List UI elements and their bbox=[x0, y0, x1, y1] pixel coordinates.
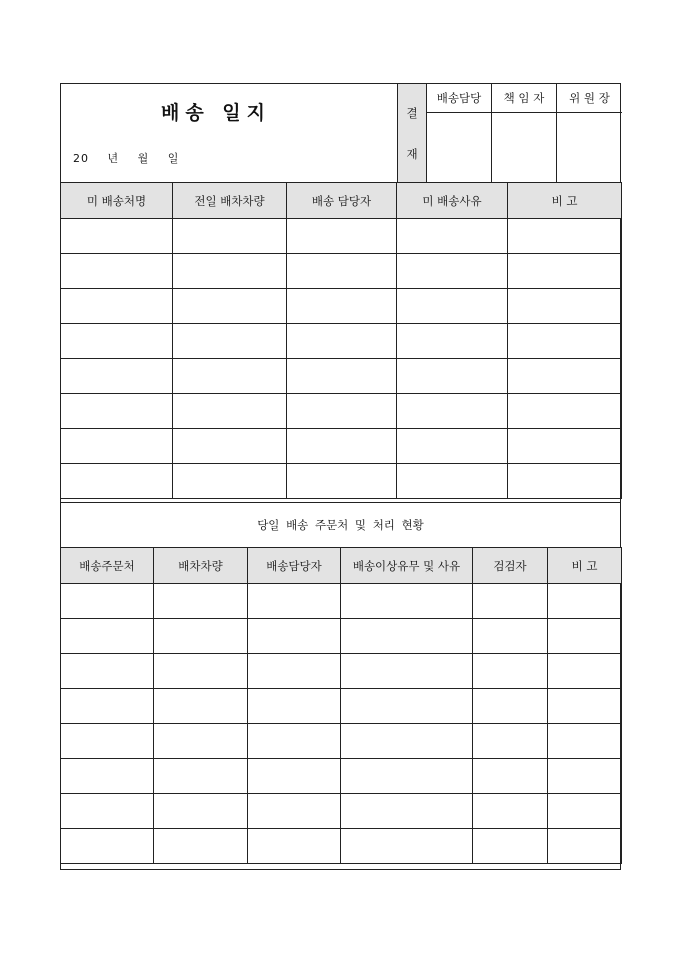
delivery-log-form bbox=[60, 83, 621, 870]
entry-cell[interactable] bbox=[473, 794, 548, 829]
entry-cell[interactable] bbox=[473, 689, 548, 724]
entry-cell[interactable] bbox=[154, 654, 248, 689]
entry-cell[interactable] bbox=[287, 464, 397, 499]
entry-cell[interactable] bbox=[61, 464, 173, 499]
table-row bbox=[61, 394, 622, 429]
entry-cell[interactable] bbox=[473, 759, 548, 794]
entry-cell[interactable] bbox=[248, 794, 341, 829]
entry-cell[interactable] bbox=[61, 584, 154, 619]
entry-cell[interactable] bbox=[341, 759, 473, 794]
daily-section-title: 당일 배송 주문처 및 처리 현황 bbox=[60, 502, 621, 548]
approval-label-bottom: 재 bbox=[406, 146, 418, 161]
column-header: 비 고 bbox=[508, 183, 622, 219]
entry-cell[interactable] bbox=[508, 324, 622, 359]
entry-cell[interactable] bbox=[248, 759, 341, 794]
entry-cell[interactable] bbox=[341, 689, 473, 724]
entry-cell[interactable] bbox=[248, 829, 341, 864]
date-line: 20 년 월 일 bbox=[73, 152, 180, 165]
column-header: 전일 배차차량 bbox=[173, 183, 287, 219]
entry-cell[interactable] bbox=[548, 689, 622, 724]
entry-cell[interactable] bbox=[154, 794, 248, 829]
entry-cell[interactable] bbox=[473, 724, 548, 759]
table-row bbox=[61, 219, 622, 254]
entry-cell[interactable] bbox=[154, 759, 248, 794]
entry-cell[interactable] bbox=[548, 794, 622, 829]
entry-cell[interactable] bbox=[397, 464, 508, 499]
approval-label-top: 결 bbox=[406, 105, 418, 120]
entry-cell[interactable] bbox=[61, 794, 154, 829]
entry-cell[interactable] bbox=[548, 724, 622, 759]
entry-cell[interactable] bbox=[173, 254, 287, 289]
column-header: 검검자 bbox=[473, 548, 548, 584]
entry-cell[interactable] bbox=[248, 584, 341, 619]
entry-cell[interactable] bbox=[287, 394, 397, 429]
entry-cell[interactable] bbox=[397, 324, 508, 359]
entry-cell[interactable] bbox=[61, 219, 173, 254]
table-row bbox=[61, 689, 622, 724]
undelivered-table bbox=[60, 182, 622, 499]
entry-cell[interactable] bbox=[473, 619, 548, 654]
column-header: 배송주문처 bbox=[61, 548, 154, 584]
entry-cell[interactable] bbox=[61, 359, 173, 394]
entry-cell[interactable] bbox=[397, 359, 508, 394]
entry-cell[interactable] bbox=[473, 584, 548, 619]
entry-cell[interactable] bbox=[154, 584, 248, 619]
entry-cell[interactable] bbox=[61, 289, 173, 324]
entry-cell[interactable] bbox=[341, 794, 473, 829]
entry-cell[interactable] bbox=[287, 289, 397, 324]
table-row bbox=[61, 654, 622, 689]
table-row bbox=[61, 794, 622, 829]
entry-cell[interactable] bbox=[287, 359, 397, 394]
entry-cell[interactable] bbox=[287, 324, 397, 359]
role-committee-chair: 위 원 장 bbox=[557, 84, 622, 113]
table-row bbox=[61, 759, 622, 794]
entry-cell[interactable] bbox=[397, 429, 508, 464]
entry-cell[interactable] bbox=[397, 254, 508, 289]
signature-box-2[interactable] bbox=[492, 113, 557, 183]
column-header: 배송담당자 bbox=[248, 548, 341, 584]
column-header: 배송 담당자 bbox=[287, 183, 397, 219]
entry-cell[interactable] bbox=[248, 724, 341, 759]
entry-cell[interactable] bbox=[341, 654, 473, 689]
entry-cell[interactable] bbox=[473, 829, 548, 864]
entry-cell[interactable] bbox=[508, 394, 622, 429]
entry-cell[interactable] bbox=[61, 394, 173, 429]
role-delivery-manager: 배송담당 bbox=[427, 84, 492, 113]
header-row bbox=[61, 548, 622, 584]
entry-cell[interactable] bbox=[173, 429, 287, 464]
entry-cell[interactable] bbox=[61, 619, 154, 654]
column-header: 배차차량 bbox=[154, 548, 248, 584]
table-row bbox=[61, 359, 622, 394]
column-header: 미 배송처명 bbox=[61, 183, 173, 219]
role-responsible-person: 책 임 자 bbox=[492, 84, 557, 113]
entry-cell[interactable] bbox=[248, 619, 341, 654]
entry-cell[interactable] bbox=[397, 289, 508, 324]
entry-cell[interactable] bbox=[341, 619, 473, 654]
entry-cell[interactable] bbox=[341, 829, 473, 864]
table-row bbox=[61, 289, 622, 324]
entry-cell[interactable] bbox=[548, 829, 622, 864]
entry-cell[interactable] bbox=[248, 689, 341, 724]
entry-cell[interactable] bbox=[287, 429, 397, 464]
approval-box bbox=[398, 84, 622, 183]
table-row bbox=[61, 724, 622, 759]
signature-box-1[interactable] bbox=[427, 113, 492, 183]
signature-box-3[interactable] bbox=[557, 113, 622, 183]
undelivered-section bbox=[60, 182, 621, 499]
entry-cell[interactable] bbox=[508, 464, 622, 499]
table-row bbox=[61, 584, 622, 619]
entry-cell[interactable] bbox=[287, 254, 397, 289]
entry-cell[interactable] bbox=[61, 689, 154, 724]
entry-cell[interactable] bbox=[154, 829, 248, 864]
entry-cell[interactable] bbox=[61, 324, 173, 359]
column-header: 미 배송사유 bbox=[397, 183, 508, 219]
table-row bbox=[61, 429, 622, 464]
entry-cell[interactable] bbox=[508, 289, 622, 324]
table-row bbox=[61, 464, 622, 499]
entry-cell[interactable] bbox=[173, 324, 287, 359]
entry-cell[interactable] bbox=[287, 219, 397, 254]
entry-cell[interactable] bbox=[61, 759, 154, 794]
column-header: 비 고 bbox=[548, 548, 622, 584]
table-row bbox=[61, 254, 622, 289]
entry-cell[interactable] bbox=[154, 619, 248, 654]
entry-cell[interactable] bbox=[508, 429, 622, 464]
entry-cell[interactable] bbox=[154, 689, 248, 724]
table-row bbox=[61, 829, 622, 864]
title-area bbox=[61, 84, 398, 183]
entry-cell[interactable] bbox=[173, 394, 287, 429]
entry-cell[interactable] bbox=[341, 584, 473, 619]
document-title: 배송 일지 bbox=[160, 102, 272, 124]
entry-cell[interactable] bbox=[508, 219, 622, 254]
entry-cell[interactable] bbox=[61, 724, 154, 759]
daily-section bbox=[60, 547, 621, 864]
entry-cell[interactable] bbox=[173, 219, 287, 254]
entry-cell[interactable] bbox=[173, 289, 287, 324]
entry-cell[interactable] bbox=[61, 254, 173, 289]
entry-cell[interactable] bbox=[173, 359, 287, 394]
entry-cell[interactable] bbox=[397, 219, 508, 254]
entry-cell[interactable] bbox=[341, 724, 473, 759]
table-row bbox=[61, 619, 622, 654]
entry-cell[interactable] bbox=[173, 464, 287, 499]
entry-cell[interactable] bbox=[397, 394, 508, 429]
entry-cell[interactable] bbox=[473, 654, 548, 689]
entry-cell[interactable] bbox=[61, 429, 173, 464]
entry-cell[interactable] bbox=[61, 829, 154, 864]
entry-cell[interactable] bbox=[548, 619, 622, 654]
approval-side-label bbox=[398, 84, 427, 183]
entry-cell[interactable] bbox=[508, 359, 622, 394]
entry-cell[interactable] bbox=[154, 724, 248, 759]
table-row bbox=[61, 324, 622, 359]
entry-cell[interactable] bbox=[548, 654, 622, 689]
column-header: 배송이상유무 및 사유 bbox=[341, 548, 473, 584]
entry-cell[interactable] bbox=[508, 254, 622, 289]
entry-cell[interactable] bbox=[548, 759, 622, 794]
entry-cell[interactable] bbox=[61, 654, 154, 689]
entry-cell[interactable] bbox=[248, 654, 341, 689]
entry-cell[interactable] bbox=[548, 584, 622, 619]
header-row bbox=[61, 183, 622, 219]
daily-orders-table bbox=[60, 547, 622, 864]
